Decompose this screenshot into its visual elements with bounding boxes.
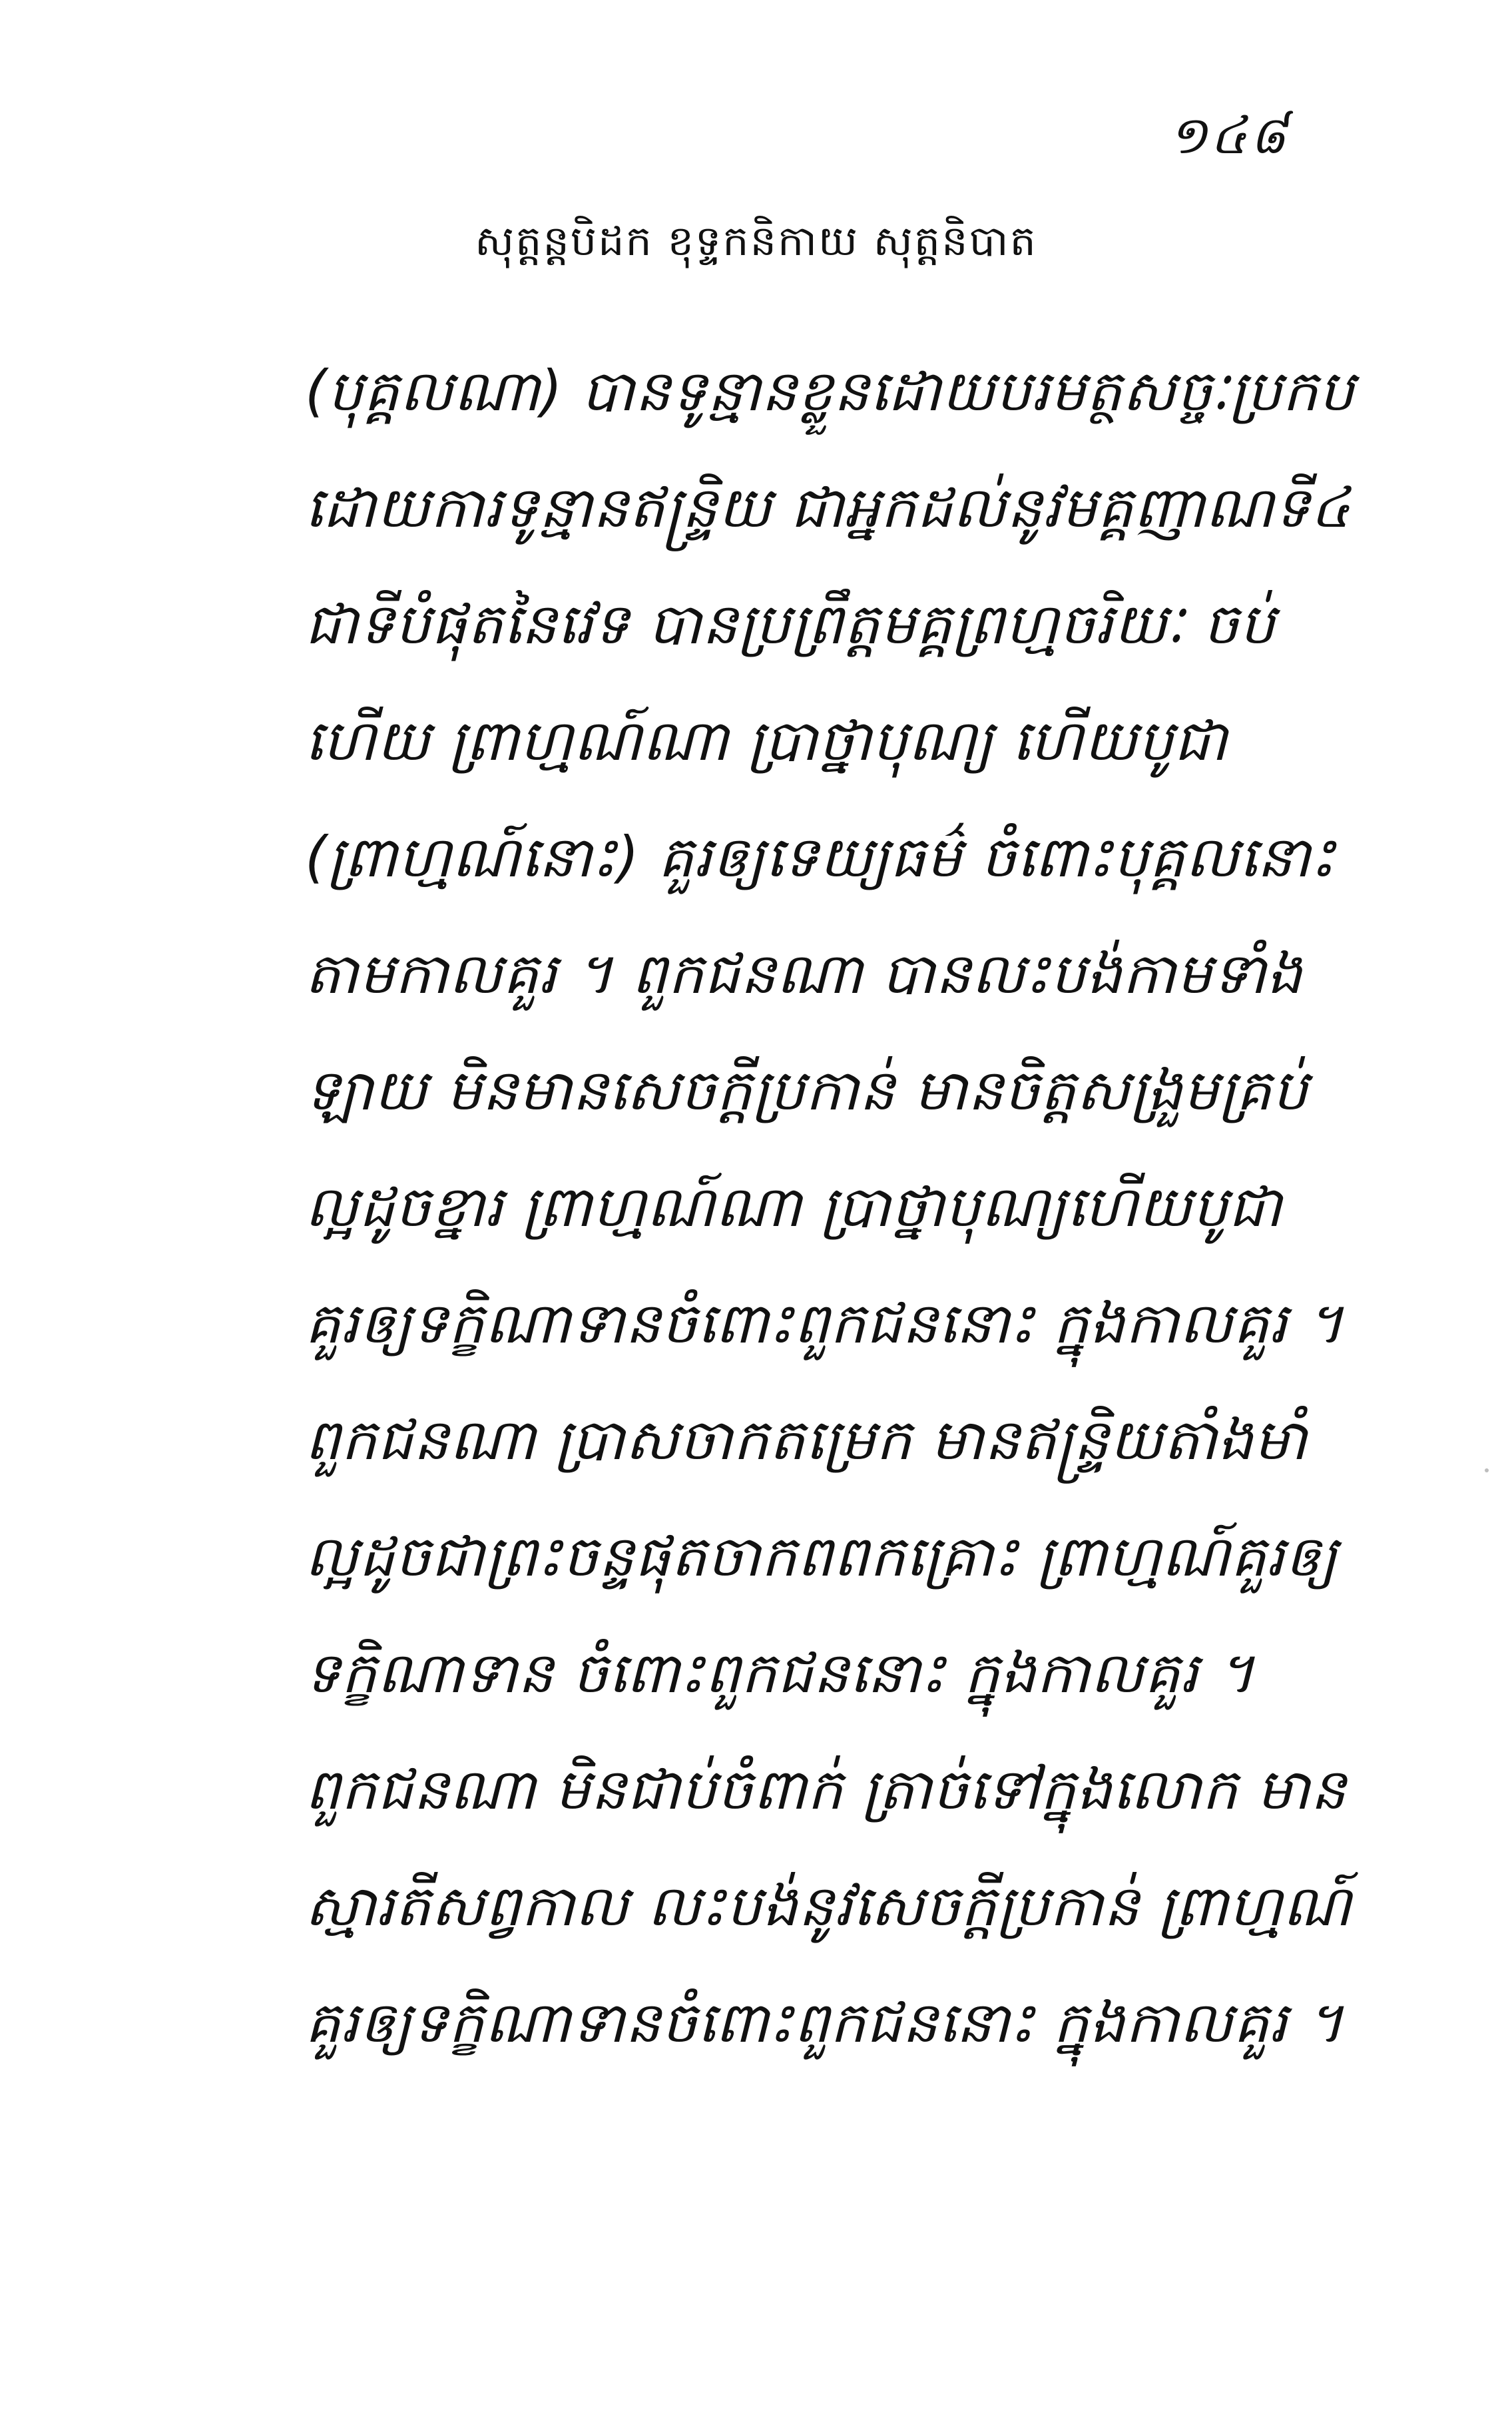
text-line-12: ទក្ខិណាទាន ចំពោះពួកជននោះ ក្នុងកាលគួរ ។ bbox=[305, 1640, 1255, 1705]
text-line-10: ពួកជនណា ប្រាសចាកតម្រេក មានឥន្ទ្រិយតាំងមាំ bbox=[305, 1407, 1308, 1472]
body-text bbox=[305, 333, 1355, 2081]
text-line-1: (បុគ្គលណា) បានទូន្មានខ្លួនដោយបរមត្ថសច្ចៈប្រកប bbox=[305, 358, 1355, 424]
text-line-5: (ព្រាហ្មណ៍នោះ) គួរឲ្យទេយ្យធម៌ ចំពោះបុគ្គលនោះ bbox=[305, 824, 1336, 890]
text-line-4: ហើយ ព្រាហ្មណ៍ណា ប្រាថ្នាបុណ្យ ហើយបូជា bbox=[305, 708, 1228, 773]
text-line-13: ពួកជនណា មិនជាប់ចំពាក់ ត្រាច់ទៅក្នុងលោក មាន bbox=[305, 1757, 1347, 1822]
text-line-6: តាមកាលគួរ ។ ពួកជនណា បានលះបង់កាមទាំង bbox=[305, 941, 1303, 1006]
text-line-9: គួរឲ្យទក្ខិណាទានចំពោះពួកជននោះ ក្នុងកាលគួរ ។ bbox=[305, 1291, 1344, 1356]
scan-speck bbox=[1485, 1468, 1489, 1472]
text-line-8: ល្អដូចខ្នារ ព្រាហ្មណ៍ណា ប្រាថ្នាបុណ្យហើយបូជា bbox=[305, 1174, 1283, 1239]
text-line-11: ល្អដូចជាព្រះចន្ទផុតចាកពពកគ្រោះ ព្រាហ្មណ៍គួរឲ្យ bbox=[305, 1524, 1338, 1589]
text-line-3: ជាទីបំផុតនៃវេទ បានប្រព្រឹត្តមគ្គព្រហ្មចរិយៈ ចប់ bbox=[305, 591, 1276, 657]
running-header: សុត្តន្តបិដក ខុទ្ទកនិកាយ សុត្តនិបាត bbox=[475, 216, 1037, 265]
text-line-14: ស្មារតីសព្វកាល លះបង់នូវសេចក្តីប្រកាន់ ព្រាហ្មណ៍ bbox=[305, 1873, 1352, 1939]
text-line-7: ឡាយ មិនមានសេចក្តីប្រកាន់ មានចិត្តសង្រួមគ្រប់ bbox=[305, 1058, 1309, 1123]
text-line-2: ដោយការទូន្មានឥន្ទ្រិយ ជាអ្នកដល់នូវមគ្គញាណទី៤ bbox=[305, 475, 1351, 540]
page-number: ១៤៨ bbox=[1168, 106, 1289, 166]
text-line-15: គួរឲ្យទក្ខិណាទានចំពោះពួកជននោះ ក្នុងកាលគួរ ។ bbox=[305, 1990, 1344, 2055]
